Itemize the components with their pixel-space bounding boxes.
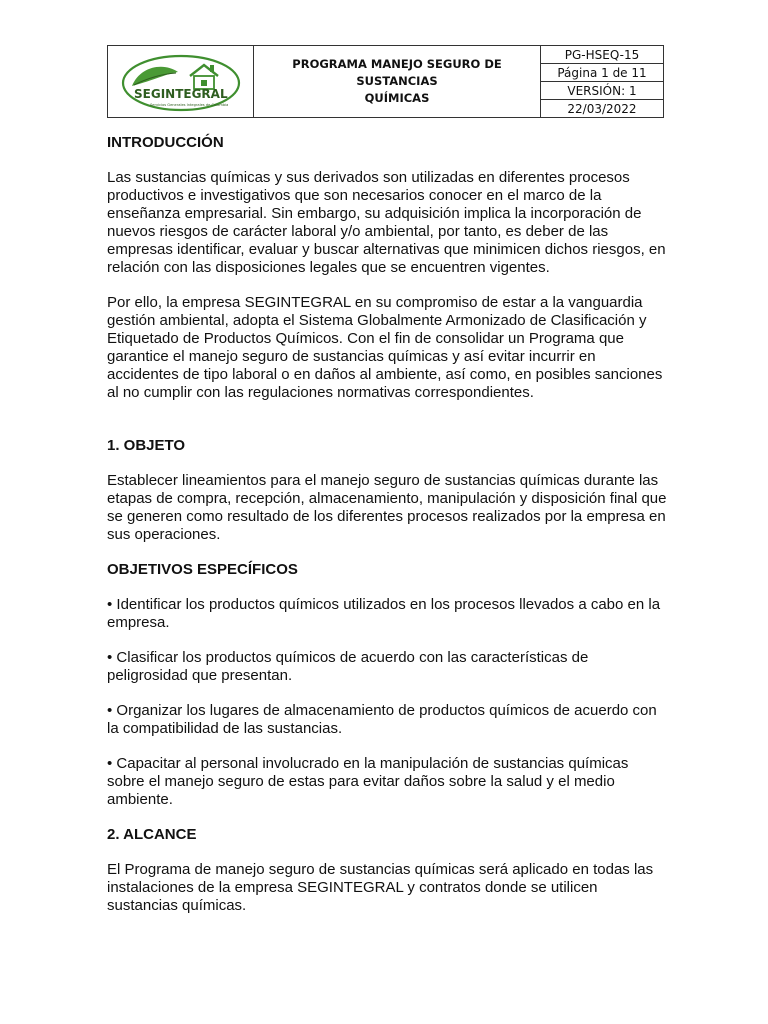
document-title: [254, 46, 541, 118]
alcance-paragraph: El Programa de manejo seguro de sustancias químicas será aplicado en todas las instalaciones de la empresa SEGINTEGRAL y contratos donde se utilicen sustancias químicas.: [107, 861, 654, 914]
svg-text:SEGINTEGRAL: SEGINTEGRAL: [133, 86, 228, 101]
svg-text:Servicios Generales Integrales: Servicios Generales Integrales de Colombia: [149, 102, 228, 107]
document-body: [107, 134, 667, 915]
intro-heading: INTRODUCCIÓN: [107, 134, 224, 151]
document-date: 22/03/2022: [541, 100, 664, 118]
page-number: Página 1 de 11: [541, 64, 664, 82]
segintegral-logo: [120, 52, 242, 112]
objeto-heading: 1. OBJETO: [107, 437, 186, 454]
document-code: PG-HSEQ-15: [541, 46, 664, 64]
objetivo-item: • Identificar los productos químicos utilizados en los procesos llevados a cabo en la empresa.: [107, 596, 661, 631]
logo-cell: [108, 46, 254, 118]
title-line-2: QUÍMICAS: [364, 91, 430, 105]
objetivo-item: • Capacitar al personal involucrado en la manipulación de sustancias químicas sobre el manejo seguro de estas para evitar daños sobre la salud y el medio ambiente.: [107, 755, 629, 808]
objetivo-item: • Clasificar los productos químicos de acuerdo con las características de peligrosidad que presentan.: [107, 649, 589, 684]
document-header-table: [107, 45, 664, 118]
alcance-heading: 2. ALCANCE: [107, 826, 197, 843]
intro-paragraph-1: Las sustancias químicas y sus derivados son utilizadas en diferentes procesos productivos e investigativos que son necesarios conocer en el marco de la enseñanza empresarial. Sin embargo, su adquisición implica la incorporación de nuevos riesgos de carácter laboral y/o ambiental, por tanto, es deber de las empresas identificar, evaluar y buscar alternativas que minimicen dichos riesgos, en relación con las disposiciones legales que se encuentren vigentes.: [107, 169, 666, 276]
version: VERSIÓN: 1: [541, 82, 664, 100]
objeto-paragraph: Establecer lineamientos para el manejo seguro de sustancias químicas durante las etapas de compra, recepción, almacenamiento, manipulación y disposición final que se generen como resultado de los diferentes procesos realizados por la empresa en sus operaciones.: [107, 472, 667, 543]
objetivo-item: • Organizar los lugares de almacenamiento de productos químicos de acuerdo con la compatibilidad de las sustancias.: [107, 702, 657, 737]
intro-paragraph-2: Por ello, la empresa SEGINTEGRAL en su compromiso de estar a la vanguardia gestión ambiental, adopta el Sistema Globalmente Armonizado de Clasificación y Etiquetado de Productos Químicos. Con el fin de consolidar un Programa que garantice el manejo seguro de sustancias químicas y así evitar incurrir en accidentes de tipo laboral o en daños al ambiente, así como, en posibles sanciones al no cumplir con las regulaciones normativas correspondientes.: [107, 294, 663, 401]
objetivos-heading: OBJETIVOS ESPECÍFICOS: [107, 561, 298, 578]
title-line-1: PROGRAMA MANEJO SEGURO DE SUSTANCIAS: [292, 57, 502, 88]
